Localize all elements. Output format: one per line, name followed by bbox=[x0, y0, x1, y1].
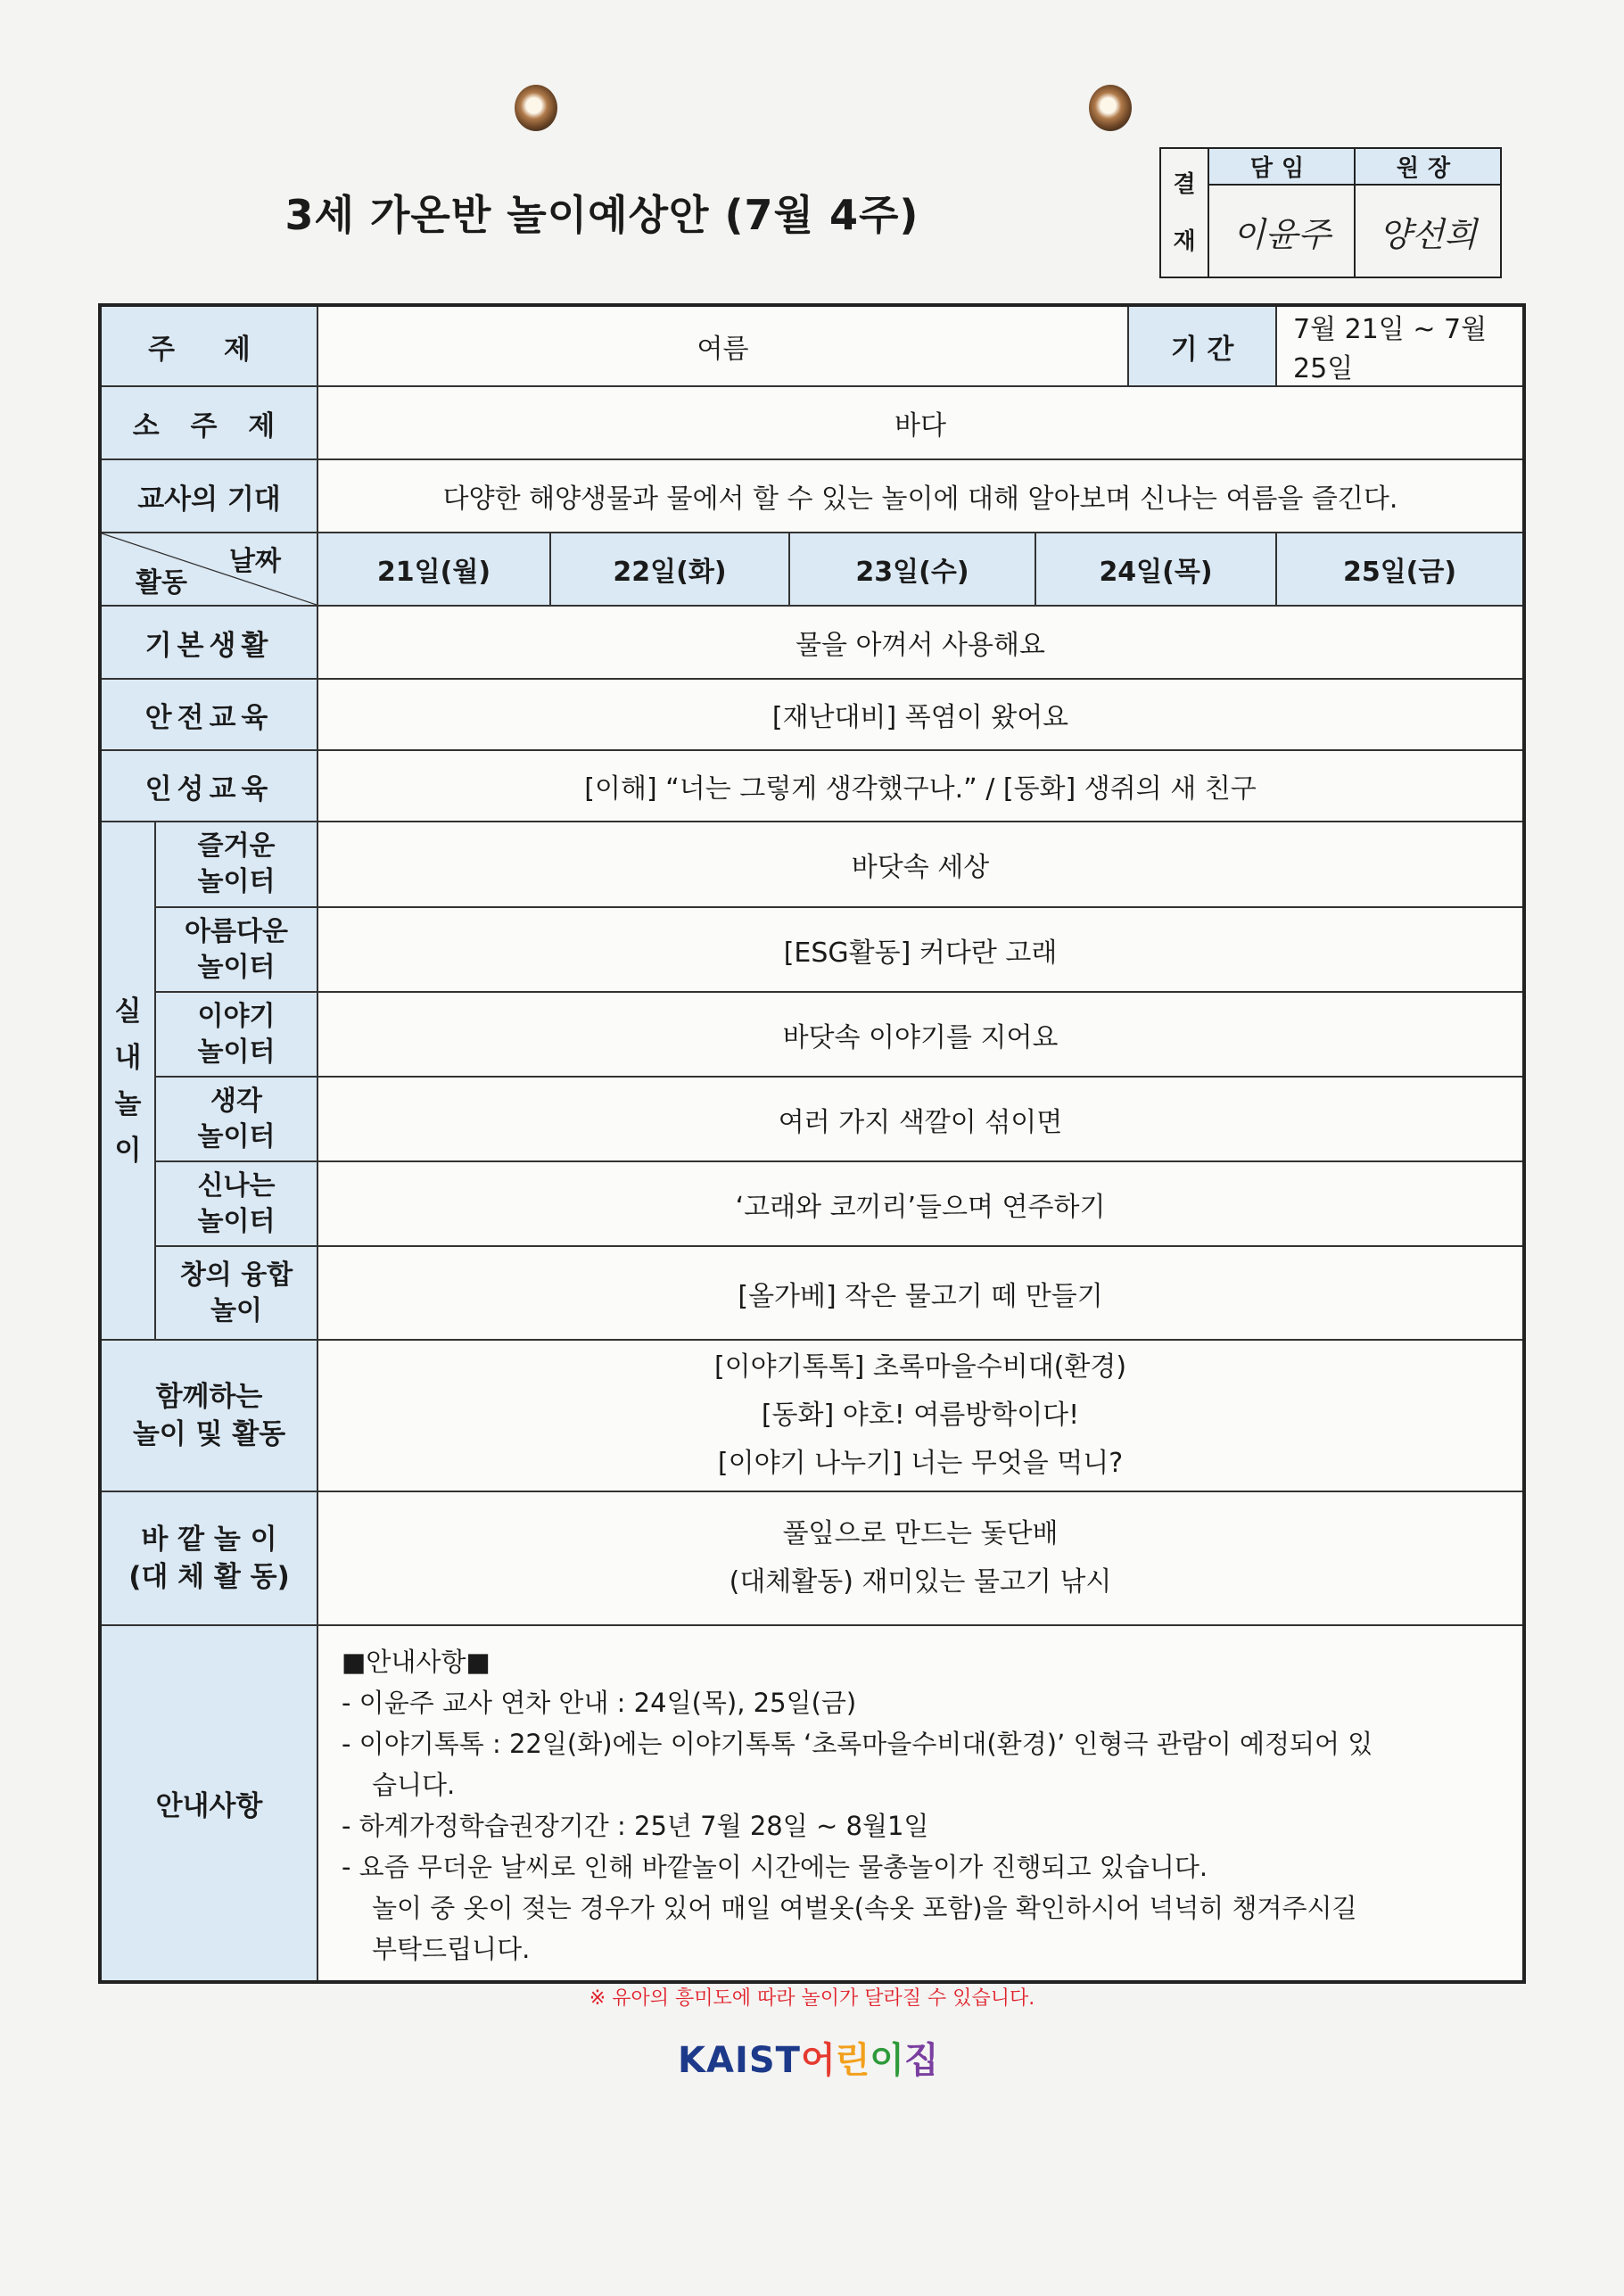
safety-row bbox=[100, 679, 1524, 750]
together-item-3: [이야기 나누기] 너는 무엇을 먹니? bbox=[717, 1448, 1124, 1479]
subtheme-label: 소 주 제 bbox=[100, 386, 317, 459]
kaist-logo bbox=[678, 2032, 939, 2083]
together-item-1: [이야기톡톡] 초록마을수비대(환경) bbox=[713, 1351, 1127, 1383]
outdoor-value bbox=[317, 1491, 1524, 1625]
notice-line-7: 부탁드립니다. bbox=[372, 1933, 531, 1964]
diagonal-line bbox=[102, 533, 317, 605]
indoor-value-5: ‘고래와 코끼리’들으며 연주하기 bbox=[317, 1161, 1524, 1246]
notice-line-6: 놀이 중 옷이 젖는 경우가 있어 매일 여벌옷(속옷 포함)을 확인하시어 넉넉히 챙겨주시길 bbox=[372, 1892, 1357, 1923]
character-row bbox=[100, 750, 1524, 822]
approval-side-label-1: 결 bbox=[1173, 170, 1196, 198]
play-plan-table bbox=[98, 303, 1526, 1984]
outdoor-item-1: 풀잎으로 만드는 돛단배 bbox=[782, 1518, 1059, 1549]
notice-content bbox=[317, 1625, 1524, 1982]
day-wed: 23일(수) bbox=[789, 533, 1035, 606]
logo-part-3: 이 bbox=[870, 2040, 904, 2081]
indoor-value-2: [ESG활동] 커다란 고래 bbox=[317, 907, 1524, 992]
notice-line-5: - 요즘 무더운 날씨로 인해 바깥놀이 시간에는 물총놀이가 진행되고 있습니다. bbox=[342, 1851, 1208, 1882]
notice-line-3: 습니다. bbox=[372, 1769, 456, 1800]
notice-line-4: - 하계가정학습권장기간 : 25년 7월 28일 ~ 8월1일 bbox=[342, 1810, 929, 1841]
together-label: 함께하는 놀이 및 활동 bbox=[100, 1340, 317, 1491]
safety-value: [재난대비] 폭염이 왔어요 bbox=[317, 679, 1524, 750]
indoor-sublabel-3: 이야기 놀이터 bbox=[155, 992, 317, 1077]
together-row bbox=[100, 1340, 1524, 1491]
punch-hole-right bbox=[1089, 85, 1132, 131]
logo-part-2: 린 bbox=[835, 2040, 870, 2081]
period-label: 기 간 bbox=[1128, 305, 1276, 386]
day-mon: 21일(월) bbox=[317, 533, 550, 606]
indoor-sublabel-5: 신나는 놀이터 bbox=[155, 1161, 317, 1246]
date-label: 날짜 bbox=[229, 546, 281, 577]
together-item-2: [동화] 야호! 여름방학이다! bbox=[761, 1400, 1080, 1431]
theme-label: 주 제 bbox=[100, 305, 317, 386]
period-value: 7월 21일 ~ 7월 25일 bbox=[1276, 305, 1524, 386]
subtheme-row bbox=[100, 386, 1524, 459]
indoor-label: 실 내 놀 이 bbox=[100, 822, 155, 1340]
indoor-sublabel-1: 즐거운 놀이터 bbox=[155, 822, 317, 907]
approval-header-director: 원장 bbox=[1355, 148, 1501, 185]
notice-heading: ■안내사항■ bbox=[342, 1646, 490, 1677]
footnote: ※ 유아의 흥미도에 따라 놀이가 달라질 수 있습니다. bbox=[589, 1987, 1035, 2010]
notice-line-2: - 이야기톡톡 : 22일(화)에는 이야기톡톡 ‘초록마을수비대(환경)’ 인형극 관람이 예정되어 있 bbox=[342, 1728, 1373, 1759]
outdoor-item-2: (대체활동) 재미있는 물고기 낚시 bbox=[729, 1566, 1112, 1598]
outdoor-label: 바 깥 놀 이 (대 체 활 동) bbox=[100, 1491, 317, 1625]
day-header-row bbox=[100, 533, 1524, 606]
indoor-sublabel-6: 창의 융합 놀이 bbox=[155, 1246, 317, 1340]
indoor-sublabel-4: 생각 놀이터 bbox=[155, 1077, 317, 1161]
indoor-sublabel-2: 아름다운 놀이터 bbox=[155, 907, 317, 992]
approval-box bbox=[1159, 147, 1502, 278]
signature-teacher: 이윤주 bbox=[1208, 185, 1355, 277]
character-value: [이해] “너는 그렇게 생각했구나.” / [동화] 생쥐의 새 친구 bbox=[317, 750, 1524, 822]
day-tue: 22일(화) bbox=[550, 533, 789, 606]
day-thu: 24일(목) bbox=[1035, 533, 1276, 606]
character-label: 인성교육 bbox=[100, 750, 317, 822]
notice-label: 안내사항 bbox=[100, 1625, 317, 1982]
indoor-row-2 bbox=[100, 907, 1524, 992]
punch-hole-left bbox=[515, 85, 557, 131]
indoor-value-3: 바닷속 이야기를 지어요 bbox=[317, 992, 1524, 1077]
notice-line-1: - 이윤주 교사 연차 안내 : 24일(목), 25일(금) bbox=[342, 1687, 857, 1718]
expectation-label: 교사의 기대 bbox=[100, 459, 317, 533]
logo-part-1: 어 bbox=[800, 2040, 836, 2081]
indoor-value-4: 여러 가지 색깔이 섞이면 bbox=[317, 1077, 1524, 1161]
activity-label: 활동 bbox=[136, 567, 187, 599]
approval-side-label-2: 재 bbox=[1173, 227, 1196, 255]
indoor-row-5 bbox=[100, 1161, 1524, 1246]
basic-life-row bbox=[100, 606, 1524, 679]
approval-header-teacher: 담임 bbox=[1208, 148, 1355, 185]
indoor-value-6: [올가베] 작은 물고기 떼 만들기 bbox=[317, 1246, 1524, 1340]
expectation-row bbox=[100, 459, 1524, 533]
day-fri: 25일(금) bbox=[1276, 533, 1524, 606]
indoor-row-4 bbox=[100, 1077, 1524, 1161]
expectation-value: 다양한 해양생물과 물에서 할 수 있는 놀이에 대해 알아보며 신나는 여름을 즐긴다. bbox=[317, 459, 1524, 533]
indoor-value-1: 바닷속 세상 bbox=[317, 822, 1524, 907]
outdoor-row bbox=[100, 1491, 1524, 1625]
logo-part-4: 집 bbox=[903, 2040, 939, 2081]
page-title: 3세 가온반 놀이예상안 (7월 4주) bbox=[284, 191, 919, 239]
notice-row bbox=[100, 1625, 1524, 1982]
approval-side-label bbox=[1160, 148, 1208, 277]
subtheme-value: 바다 bbox=[317, 386, 1524, 459]
theme-value: 여름 bbox=[317, 305, 1128, 386]
indoor-row-3 bbox=[100, 992, 1524, 1077]
together-value bbox=[317, 1340, 1524, 1491]
basic-life-label: 기본생활 bbox=[100, 606, 317, 679]
theme-row bbox=[100, 305, 1524, 386]
indoor-row-6 bbox=[100, 1246, 1524, 1340]
logo-brand: KAIST bbox=[678, 2040, 801, 2081]
basic-life-value: 물을 아껴서 사용해요 bbox=[317, 606, 1524, 679]
indoor-row-1 bbox=[100, 822, 1524, 907]
safety-label: 안전교육 bbox=[100, 679, 317, 750]
date-activity-header bbox=[100, 533, 317, 606]
signature-director: 양선희 bbox=[1355, 185, 1501, 277]
